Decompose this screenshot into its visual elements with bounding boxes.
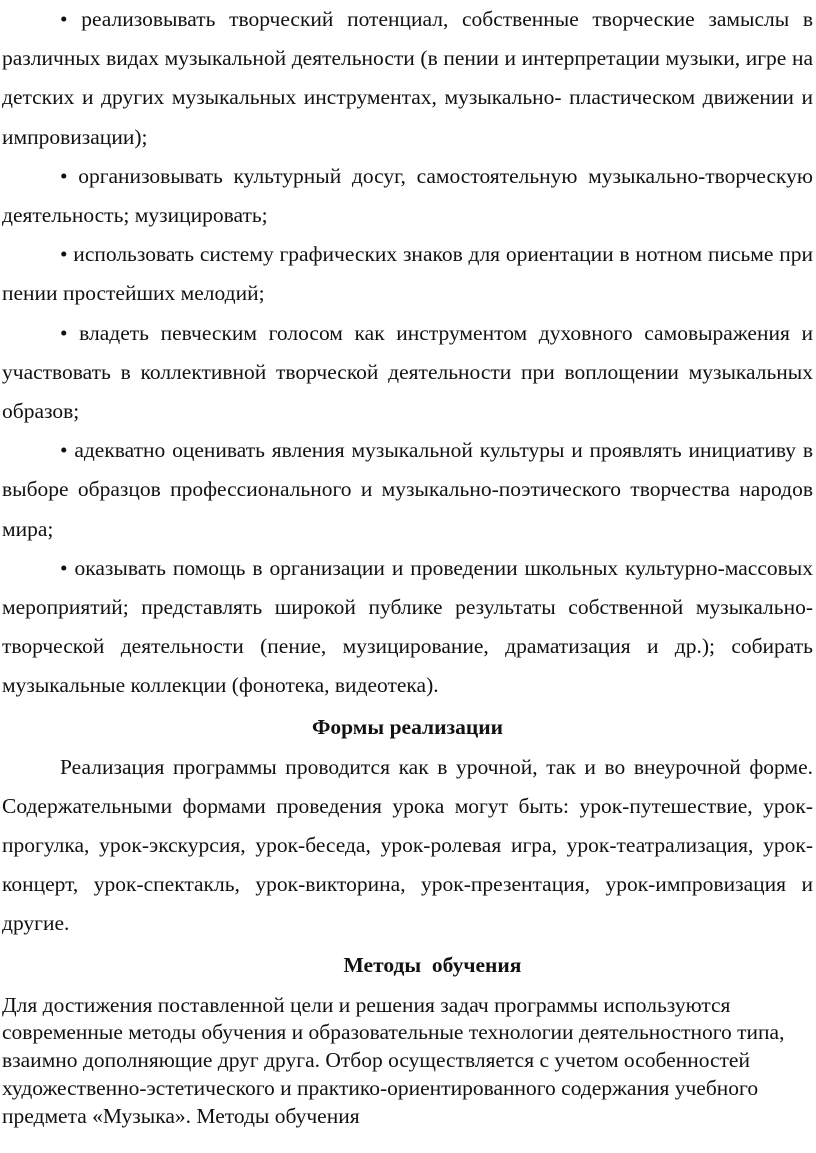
bullet-item: • организовывать культурный досуг, самостоятельную музыкально-творческую деятельность; музицировать; (2, 163, 813, 228)
forms-paragraph: Реализация программы проводится как в урочной, так и во внеурочной форме. Содержательными формами проведения урока могут быть: урок-путешествие, урок-прогулка, урок-экскурсия, урок-беседа, урок-ролевая игра, урок-театрализация, урок-концерт, урок-спектакль, урок-викторина, урок-презентация, урок-импровизация и другие. (2, 754, 813, 936)
bullet-item: • оказывать помощь в организации и проведении школьных культурно-массовых мероприятий; представлять широкой публике результаты собственной музыкально-творческой деятельности (пение, музицирование, драматизация и др.); собирать музыкальные коллекции (фонотека, видеотека). (2, 555, 813, 698)
section-heading-methods: Методы обучения (343, 952, 522, 977)
bullet-item: • реализовывать творческий потенциал, собственные творческие замыслы в различных видах музыкальной деятельности (в пении и интерпретации музыки, игре на детских и других музыкальных инструментах, музыкально- пластическом движении и импровизации); (2, 7, 813, 149)
bullet-item: • владеть певческим голосом как инструментом духовного самовыражения и участвовать в коллективной творческой деятельности при воплощении музыкальных образов; (2, 320, 813, 424)
section-heading-forms: Формы реализации (311, 714, 504, 739)
bullet-item: • адекватно оценивать явления музыкальной культуры и проявлять инициативу в выборе образцов профессионального и музыкально-поэтического творчества народов мира; (2, 438, 813, 541)
methods-paragraph: Для достижения поставленной цели и решения задач программы используются современные методы обучения и образовательные технологии деятельностного типа, взаимно дополняющие друг друга. Отбор осуществляется с учетом особенностей художественно-эстетического и практико-ориентированного содержания учебного предмета «Музыка». Методы обучения (2, 992, 785, 1128)
bullet-item: • использовать систему графических знаков для ориентации в нотном письме при пении простейших мелодий; (2, 242, 813, 306)
